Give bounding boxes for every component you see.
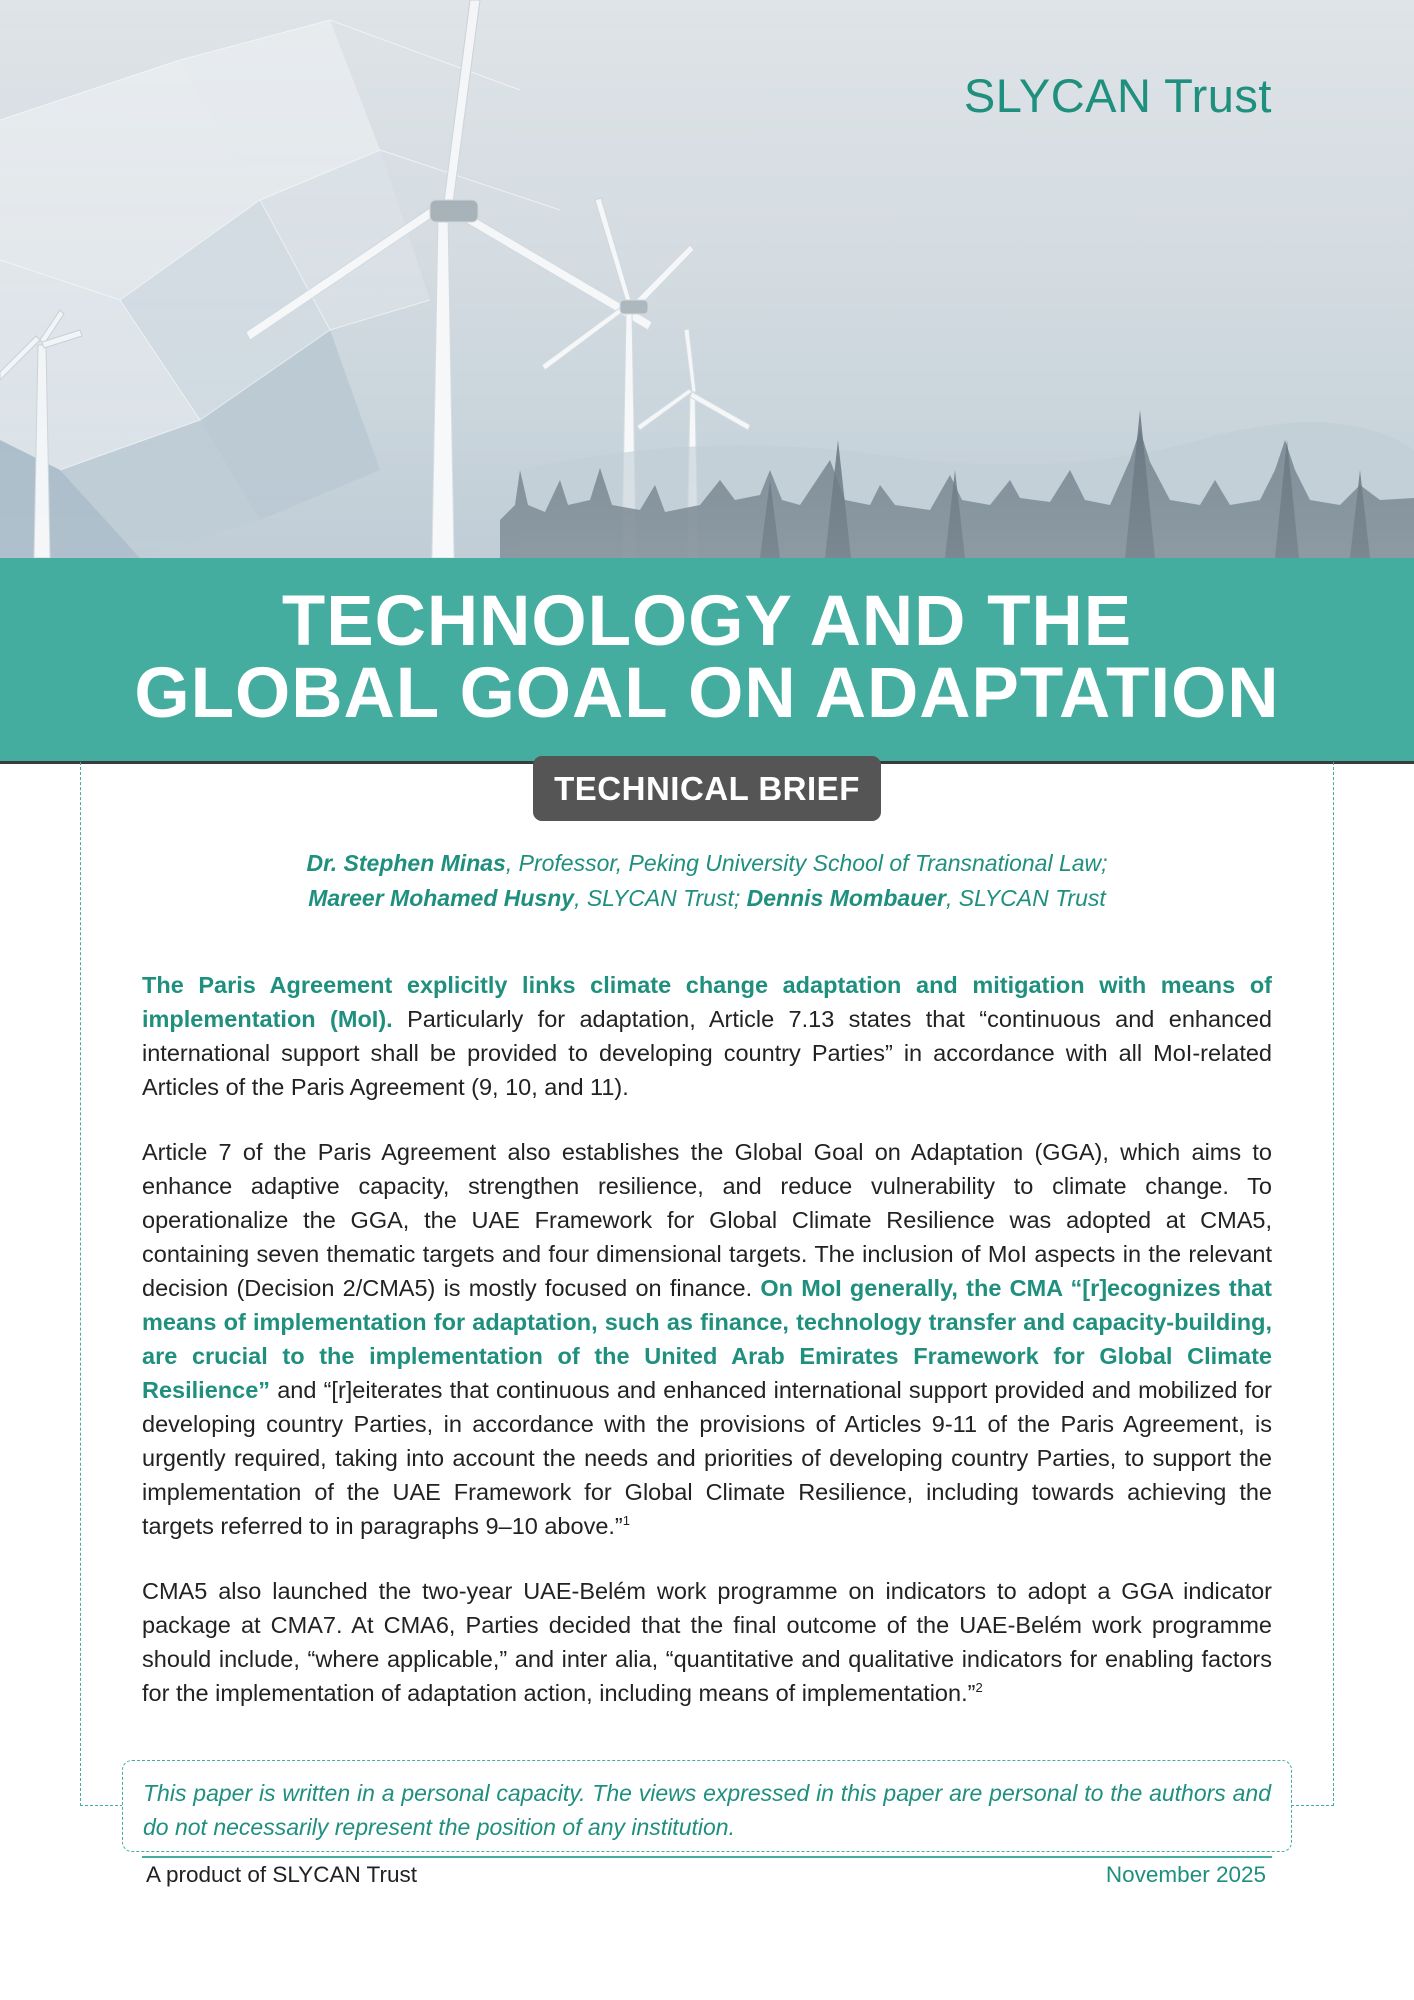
- hero-banner: [0, 0, 1414, 558]
- footer-date: November 2025: [1105, 1862, 1266, 1887]
- author-affiliation: , Professor, Peking University School of Transnational Law;: [505, 850, 1108, 876]
- footer-publisher: A product of SLYCAN Trust: [146, 1862, 417, 1887]
- org-name: SLYCAN Trust: [963, 69, 1272, 122]
- footnote-ref-1[interactable]: 1: [622, 1513, 630, 1528]
- paragraph-text: Article 7 of the Paris Agreement also establishes the Global Goal on Adaptation (GGA), which aims to enhance adaptive capacity, strengthen resilience, and reduce vulnerability to climate change. To operationalize the GGA, the UAE Framework for Global Climate Resilience was adopted at CMA5, containing seven thematic targets and four dimensional targets. The inclusion of MoI aspects in the relevant decision (Decision 2/CMA5) is mostly focused on finance.: [142, 1139, 1272, 1301]
- paragraph-highlight: On MoI generally, the CMA “[r]ecognizes that means of implementation for adaptation, such as finance, technology transfer and capacity-building, are crucial to the implementation of the United Arab Emirates Framework for Global Climate Resilience”: [142, 1275, 1272, 1403]
- title-band: [0, 558, 1414, 764]
- footnote-ref-2[interactable]: 2: [975, 1680, 983, 1695]
- author-affiliation: , SLYCAN Trust: [946, 885, 1106, 911]
- body-paragraph-1: [142, 968, 1272, 1104]
- title-line-1: TECHNOLOGY AND THE: [281, 582, 1133, 661]
- paragraph-text: Particularly for adaptation, Article 7.13 states that “continuous and enhanced international support shall be provided to developing country Parties” in accordance with all MoI-related Articles of the Paris Agreement (9, 10, and 11).: [142, 1006, 1272, 1100]
- paragraph-lead: The Paris Agreement explicitly links climate change adaptation and mitigation with means of implementation (MoI).: [142, 972, 1272, 1032]
- page-title: [0, 558, 1414, 733]
- author-name: Dr. Stephen Minas: [306, 850, 506, 876]
- footer-divider: [142, 1856, 1272, 1858]
- authors-block: [140, 846, 1274, 916]
- disclaimer-box: This paper is written in a personal capacity. The views expressed in this paper are personal to the authors and do not necessarily represent the position of any institution.: [122, 1760, 1292, 1852]
- author-name: Mareer Mohamed Husny: [308, 885, 575, 911]
- authors-line-1: [140, 846, 1274, 881]
- title-line-2: GLOBAL GOAL ON ADAPTATION: [134, 654, 1280, 733]
- authors-line-2: [140, 881, 1274, 916]
- body-paragraph-3: [142, 1574, 1272, 1710]
- author-affiliation: , SLYCAN Trust;: [574, 885, 747, 911]
- technical-brief-badge: TECHNICAL BRIEF: [533, 756, 881, 821]
- paragraph-text: and “[r]eiterates that continuous and enhanced international support provided and mobilized for developing country Parties, in accordance with the provisions of Articles 9-11 of the Paris Agreement, is urgently required, taking into account the needs and priorities of developing country Parties, to support the implementation of the UAE Framework for Global Climate Resilience, including towards achieving the targets referred to in paragraphs 9–10 above.”: [142, 1377, 1272, 1539]
- body-paragraph-2: [142, 1135, 1272, 1543]
- author-name: Dennis Mombauer: [746, 885, 946, 911]
- paragraph-text: CMA5 also launched the two-year UAE-Belém work programme on indicators to adopt a GGA indicator package at CMA7. At CMA6, Parties decided that the final outcome of the UAE-Belém work programme should include, “where applicable,” and inter alia, “quantitative and qualitative indicators for enabling factors for the implementation of adaptation action, including means of implementation.”: [142, 1578, 1272, 1706]
